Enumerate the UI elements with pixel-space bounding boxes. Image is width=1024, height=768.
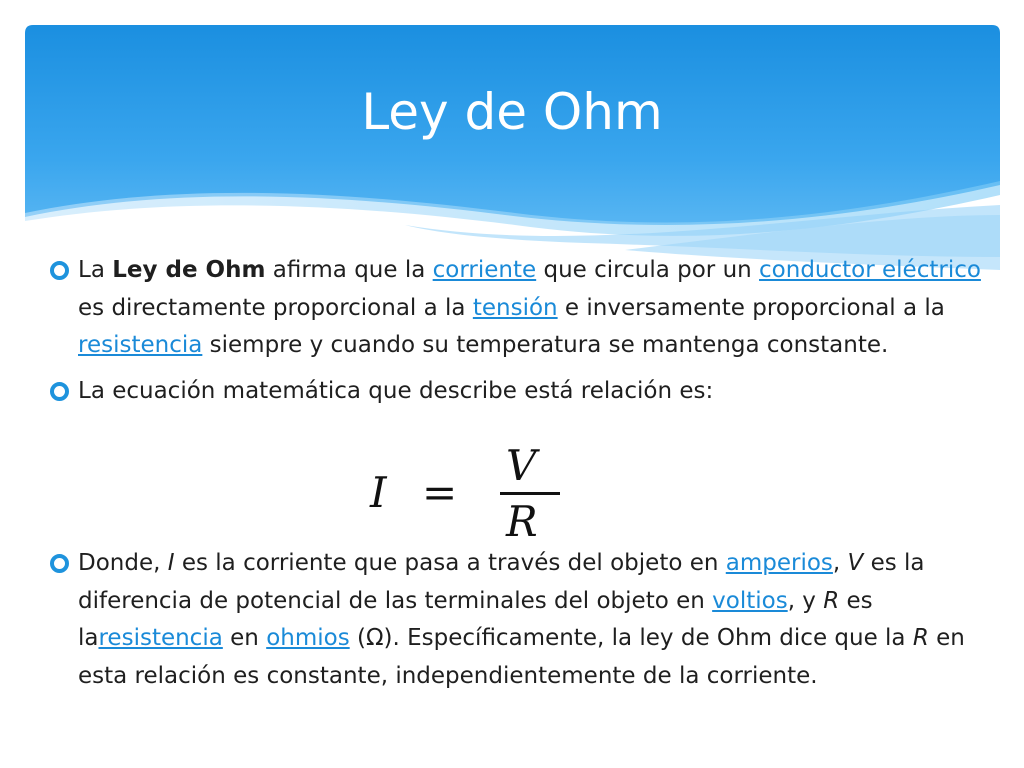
link-resistencia[interactable]: resistencia	[98, 625, 223, 651]
link-ohmios[interactable]: ohmios	[266, 625, 350, 651]
bold-term-ley-de-ohm: Ley de Ohm	[112, 257, 266, 283]
bullet-text: en esta relación es constante, independientemente de la corriente.	[78, 625, 965, 689]
bullet-text: , y	[787, 587, 824, 614]
slide-title: Ley de Ohm	[361, 83, 663, 141]
bullet-variable-definitions	[50, 545, 1010, 695]
header-wave-background	[25, 25, 1000, 270]
formula-equals-sign: =	[422, 468, 458, 517]
bullet-text: La	[78, 257, 113, 283]
fraction-bar	[500, 492, 560, 495]
link-resistencia[interactable]: resistencia	[78, 332, 203, 358]
bullet-text: es directamente proporcional a la	[78, 294, 473, 321]
link-tension[interactable]: tensión	[472, 294, 558, 321]
formula-current-symbol: I	[370, 468, 387, 517]
slide-header-banner	[25, 25, 1000, 270]
slide-body	[50, 252, 1010, 418]
bullet-text: Donde,	[78, 550, 168, 576]
bullet-text: La ecuación matemática que describe está relación es:	[78, 377, 714, 404]
bullet-text: siempre y cuando su temperatura se mantenga constante.	[202, 332, 889, 358]
bullet-text: que circula por un	[536, 257, 760, 283]
bullet-text: ,	[832, 550, 848, 576]
bullet-text: (Ω). Específicamente, la ley de Ohm dice que la	[349, 625, 913, 651]
bullet-text: es la diferencia de potencial de las terminales del objeto en	[78, 550, 925, 614]
italic-var-r: R	[912, 625, 929, 651]
italic-var-v: V	[847, 550, 864, 576]
bullet-equation-intro	[50, 373, 1010, 411]
link-conductor-electrico[interactable]: conductor eléctrico	[759, 257, 981, 283]
ohms-law-formula	[366, 444, 566, 544]
link-voltios[interactable]: voltios	[712, 587, 788, 614]
formula-voltage-symbol: V	[506, 444, 537, 490]
link-amperios[interactable]: amperios	[725, 550, 833, 576]
slide-body-lower	[50, 545, 1010, 703]
bullet-text: es la corriente que pasa a través del objeto en	[174, 550, 726, 576]
bullet-text: es la	[78, 587, 873, 651]
bullet-ohms-law-definition	[50, 252, 1010, 365]
ring-bullet-icon	[50, 261, 69, 280]
bullet-text: afirma que la	[265, 257, 433, 283]
italic-var-i: I	[167, 550, 175, 576]
ring-bullet-icon	[50, 554, 69, 573]
formula-resistance-symbol: R	[506, 497, 538, 544]
link-corriente[interactable]: corriente	[432, 257, 537, 283]
bullet-text: e inversamente proporcional a la	[557, 294, 945, 321]
ring-bullet-icon	[50, 382, 69, 401]
italic-var-r: R	[823, 587, 840, 614]
bullet-text: en	[222, 625, 267, 651]
